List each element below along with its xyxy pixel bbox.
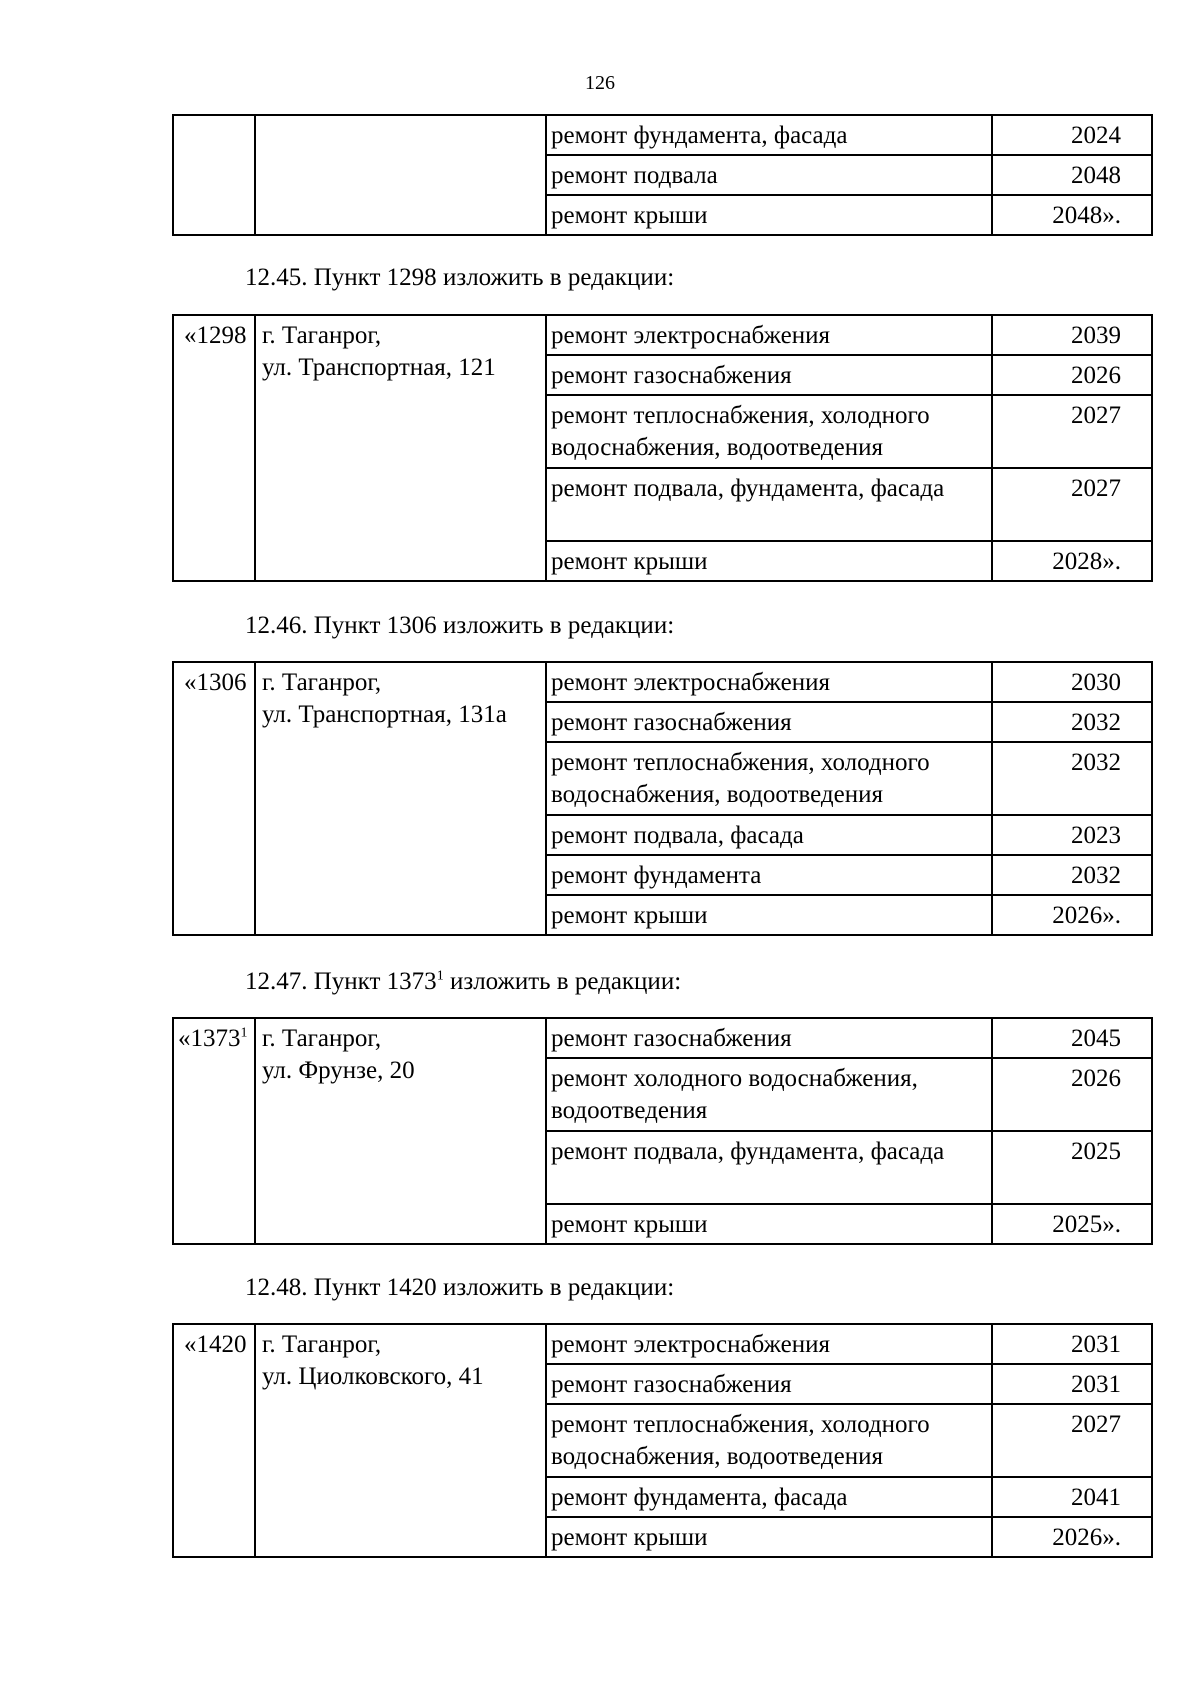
- section-heading: [245, 966, 681, 998]
- work-cell: ремонт газоснабжения: [546, 702, 992, 742]
- year-cell: 2026: [992, 355, 1152, 395]
- item-number: «1373: [178, 1025, 241, 1052]
- year-cell: 2026».: [992, 895, 1152, 935]
- section-table: [172, 314, 1153, 582]
- year-cell: 2031: [992, 1364, 1152, 1404]
- number-cell: [173, 1018, 255, 1244]
- heading-superscript: 1: [436, 968, 444, 984]
- work-cell: ремонт крыши: [546, 195, 992, 235]
- work-cell: ремонт подвала, фундамента, фасада: [546, 468, 992, 541]
- number-cell: [173, 315, 255, 581]
- item-number: «1306: [184, 669, 247, 696]
- section-heading: [245, 610, 674, 642]
- table-row: [173, 1018, 1152, 1058]
- work-cell: ремонт подвала: [546, 155, 992, 195]
- year-cell: 2027: [992, 1404, 1152, 1477]
- item-number-superscript: 1: [240, 1025, 248, 1041]
- year-cell: 2027: [992, 468, 1152, 541]
- address-cell: [255, 315, 546, 581]
- address-cell: [255, 1018, 546, 1244]
- work-cell: ремонт холодного водоснабжения, водоотведения: [546, 1058, 992, 1131]
- heading-prefix: 12.46. Пункт 1306: [245, 612, 437, 639]
- work-cell: ремонт газоснабжения: [546, 1018, 992, 1058]
- section-heading: [245, 1272, 674, 1304]
- year-cell: 2031: [992, 1324, 1152, 1364]
- work-cell: ремонт теплоснабжения, холодного водоснабжения, водоотведения: [546, 1404, 992, 1477]
- item-number: «1298: [184, 322, 247, 349]
- address-city: г. Таганрог,: [262, 1331, 382, 1358]
- page-number: 126: [585, 72, 615, 94]
- work-cell: ремонт крыши: [546, 1517, 992, 1557]
- section-table: [172, 1017, 1153, 1245]
- year-cell: 2032: [992, 855, 1152, 895]
- work-cell: ремонт крыши: [546, 895, 992, 935]
- heading-suffix: изложить в редакции:: [436, 264, 675, 291]
- year-cell: 2024: [992, 115, 1152, 155]
- heading-prefix: 12.48. Пункт 1420: [245, 1274, 437, 1301]
- address-city: г. Таганрог,: [262, 1025, 382, 1052]
- year-cell: 2023: [992, 815, 1152, 855]
- year-cell: 2039: [992, 315, 1152, 355]
- address-street: ул. Циолковского, 41: [262, 1363, 484, 1390]
- address-cell: [255, 662, 546, 935]
- address-city: г. Таганрог,: [262, 322, 382, 349]
- number-cell: [173, 662, 255, 935]
- continuation-table: [172, 114, 1153, 236]
- year-cell: 2026: [992, 1058, 1152, 1131]
- item-number: «1420: [184, 1331, 247, 1358]
- work-cell: ремонт газоснабжения: [546, 355, 992, 395]
- work-cell: ремонт крыши: [546, 541, 992, 581]
- address-cell: [255, 1324, 546, 1557]
- work-cell: ремонт теплоснабжения, холодного водоснабжения, водоотведения: [546, 742, 992, 815]
- work-cell: ремонт крыши: [546, 1204, 992, 1244]
- table-row: [173, 1324, 1152, 1364]
- heading-suffix: изложить в редакции:: [443, 968, 682, 995]
- year-cell: 2048».: [992, 195, 1152, 235]
- table-row: [173, 662, 1152, 702]
- number-cell: [173, 1324, 255, 1557]
- address-street: ул. Транспортная, 131а: [262, 701, 507, 728]
- section-heading: [245, 262, 674, 294]
- section-table: [172, 1323, 1153, 1558]
- table-row: [173, 115, 1152, 155]
- year-cell: 2032: [992, 742, 1152, 815]
- work-cell: ремонт электроснабжения: [546, 662, 992, 702]
- year-cell: 2045: [992, 1018, 1152, 1058]
- year-cell: 2025: [992, 1131, 1152, 1204]
- address-street: ул. Фрунзе, 20: [262, 1057, 415, 1084]
- year-cell: 2026».: [992, 1517, 1152, 1557]
- work-cell: ремонт электроснабжения: [546, 1324, 992, 1364]
- year-cell: 2030: [992, 662, 1152, 702]
- work-cell: ремонт газоснабжения: [546, 1364, 992, 1404]
- section-table: [172, 661, 1153, 936]
- table-row: [173, 315, 1152, 355]
- heading-suffix: изложить в редакции:: [436, 612, 675, 639]
- work-cell: ремонт фундамента, фасада: [546, 115, 992, 155]
- heading-prefix: 12.47. Пункт 1373: [245, 968, 437, 995]
- address-cell: [255, 115, 546, 235]
- year-cell: 2048: [992, 155, 1152, 195]
- year-cell: 2041: [992, 1477, 1152, 1517]
- year-cell: 2027: [992, 395, 1152, 468]
- work-cell: ремонт фундамента, фасада: [546, 1477, 992, 1517]
- work-cell: ремонт подвала, фундамента, фасада: [546, 1131, 992, 1204]
- year-cell: 2028».: [992, 541, 1152, 581]
- year-cell: 2032: [992, 702, 1152, 742]
- address-street: ул. Транспортная, 121: [262, 354, 496, 381]
- work-cell: ремонт подвала, фасада: [546, 815, 992, 855]
- work-cell: ремонт фундамента: [546, 855, 992, 895]
- number-cell: [173, 115, 255, 235]
- year-cell: 2025».: [992, 1204, 1152, 1244]
- heading-prefix: 12.45. Пункт 1298: [245, 264, 437, 291]
- heading-suffix: изложить в редакции:: [436, 1274, 675, 1301]
- work-cell: ремонт теплоснабжения, холодного водоснабжения, водоотведения: [546, 395, 992, 468]
- work-cell: ремонт электроснабжения: [546, 315, 992, 355]
- address-city: г. Таганрог,: [262, 669, 382, 696]
